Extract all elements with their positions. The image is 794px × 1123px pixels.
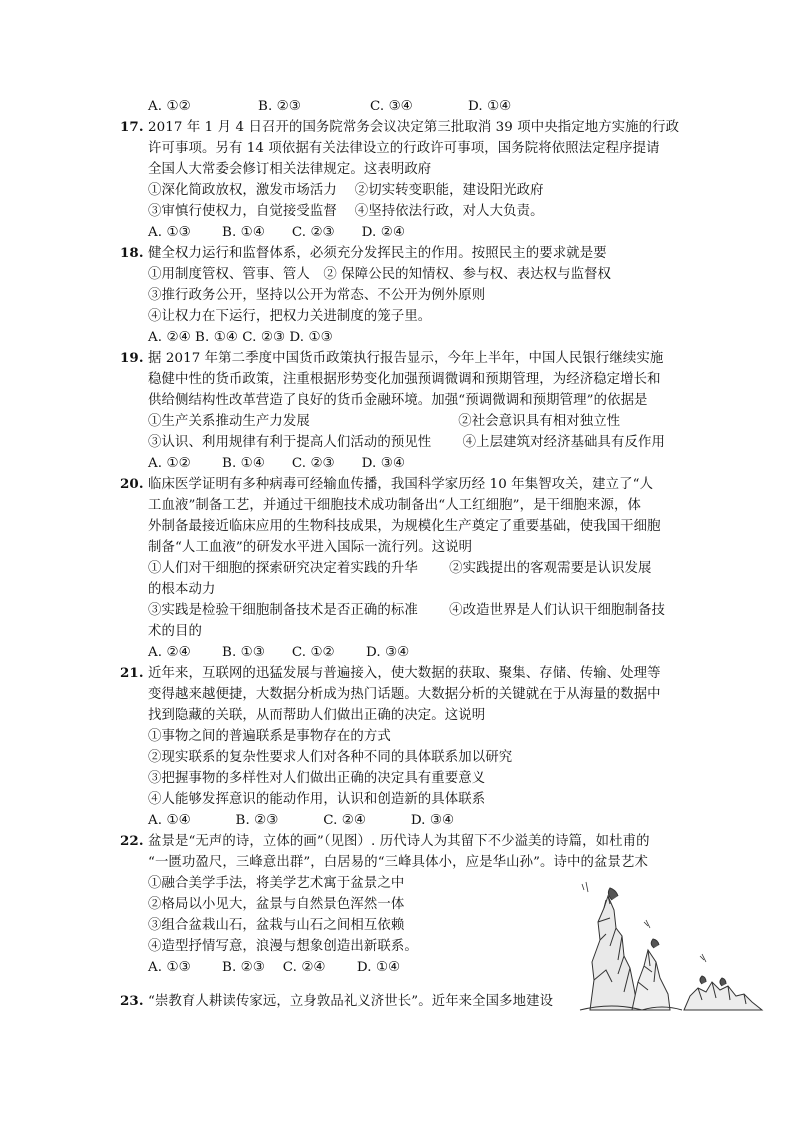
answer-options: A. ①③ B. ①④ C. ②③ D. ②④ — [148, 225, 405, 240]
question-text-line: 近年来，互联网的迅猛发展与普遍接入，使大数据的获取、聚集、存储、传输、处理等 — [148, 666, 661, 681]
question-text-line: ①生产关系推动生产力发展 ②社会意识具有相对独立性 — [148, 414, 621, 429]
question-text-line: 据 2017 年第二季度中国货币政策执行报告显示，今年上半年，中国人民银行继续实施 — [148, 351, 664, 366]
question-text-line: 2017 年 1 月 4 日召开的国务院常务会议决定第三批取消 39 项中央指定地方实施的行政 — [148, 120, 680, 135]
question-text-line: ②现实联系的复杂性要求人们对各种不同的具体联系加以研究 — [148, 750, 513, 765]
question-text-line: ④让权力在下运行，把权力关进制度的笼子里。 — [148, 309, 432, 324]
question-text-line: ③审慎行使权力，自觉接受监督 ④坚持依法行政，对人大负责。 — [148, 204, 544, 219]
question-number: 19. — [120, 350, 144, 366]
question-number: 18. — [120, 245, 144, 261]
answer-options: A. ①③ B. ②③ C. ②④ D. ①④ — [148, 960, 401, 975]
question-text-line: ③组合盆栽山石，盆栽与山石之间相互依赖 — [148, 918, 405, 933]
question-text-line: 全国人大常委会修订相关法律规定。这表明政府 — [148, 162, 432, 177]
top-option-a: A. ①② — [148, 99, 191, 114]
question-text-line: 稳健中性的货币政策，注重根据形势变化加强预调微调和预期管理，为经济稳定增长和 — [148, 372, 661, 387]
penjing-landscape-icon — [572, 870, 772, 1020]
question-number: 17. — [120, 119, 144, 135]
question-number: 21. — [120, 665, 144, 681]
question-text-line: ③把握事物的多样性对人们做出正确的决定具有重要意义 — [148, 771, 486, 786]
question-text-line: ①人们对干细胞的探索研究决定着实践的升华 ②实践提出的客观需要是认识发展 — [148, 561, 652, 576]
question-text-line: 的根本动力 — [148, 582, 216, 597]
question-text-line: ①事物之间的普遍联系是事物存在的方式 — [148, 729, 391, 744]
question-text-line: 找到隐藏的关联，从而帮助人们做出正确的决定。这说明 — [148, 708, 486, 723]
question-text-line: “崇教育人耕读传家远，立身敦品礼义济世长”。近年来全国多地建设 — [148, 994, 554, 1009]
question-text-line: ①融合美学手法，将美学艺术寓于盆景之中 — [148, 876, 405, 891]
answer-options: A. ①② B. ①④ C. ②③ D. ③④ — [148, 456, 405, 471]
question-text-line: 供给侧结构性改革营造了良好的货币金融环境。加强“预调微调和预期管理”的依据是 — [148, 393, 648, 408]
question-text-line: 外制备最接近临床应用的生物科技成果，为规模化生产奠定了重要基础，使我国干细胞 — [148, 519, 661, 534]
question-text-line: ④人能够发挥意识的能动作用，认识和创造新的具体联系 — [148, 792, 486, 807]
top-option-c: C. ③④ — [370, 99, 413, 114]
question-text-line: ③推行政务公开，坚持以公开为常态、不公开为例外原则 — [148, 288, 486, 303]
question-text-line: ②格局以小见大，盆景与自然景色浑然一体 — [148, 897, 405, 912]
question-text-line: ③实践是检验干细胞制备技术是否正确的标准 ④改造世界是人们认识干细胞制备技 — [148, 603, 665, 618]
question-text-line: ①用制度管权、管事、管人 ② 保障公民的知情权、参与权、表达权与监督权 — [148, 267, 612, 282]
question-number: 20. — [120, 476, 144, 492]
top-option-d: D. ①④ — [468, 99, 512, 114]
question-text-line: 工血液”制备工艺，并通过干细胞技术成功制备出“人工红细胞”，是干细胞来源，体 — [148, 498, 642, 513]
top-option-b: B. ②③ — [258, 99, 301, 114]
question-text-line: 健全权力运行和监督体系，必须充分发挥民主的作用。按照民主的要求就是要 — [148, 246, 607, 261]
question-text-line: 变得越来越便捷，大数据分析成为热门话题。大数据分析的关键就在于从海量的数据中 — [148, 687, 661, 702]
answer-options: A. ①④ B. ②③ C. ②④ D. ③④ — [148, 813, 455, 828]
question-text-line: ③认识、利用规律有利于提高人们活动的预见性 ④上层建筑对经济基础具有反作用 — [148, 435, 665, 450]
question-text-line: “一匮功盈尺，三峰意出群”，白居易的“三峰具体小，应是华山孙”。诗中的盆景艺术 — [148, 855, 648, 870]
question-text-line: 制备“人工血液”的研发水平进入国际一流行列。这说明 — [148, 540, 473, 555]
question-text-line: 许可事项。另有 14 项依据有关法律设立的行政许可事项，国务院将依照法定程序提请 — [148, 141, 660, 156]
question-number: 23. — [120, 993, 144, 1009]
question-number: 22. — [120, 833, 144, 849]
answer-options: A. ②④ B. ①④ C. ②③ D. ①③ — [148, 330, 333, 345]
question-text-line: ①深化简政放权，激发市场活力 ②切实转变职能，建设阳光政府 — [148, 183, 544, 198]
answer-options: A. ②④ B. ①③ C. ①② D. ③④ — [148, 645, 410, 660]
question-text-line: 盆景是“无声的诗，立体的画”（见图）. 历代诗人为其留下不少溢美的诗篇，如杜甫的 — [148, 834, 650, 849]
question-text-line: 术的目的 — [148, 624, 202, 639]
question-text-line: 临床医学证明有多种病毒可经输血传播，我国科学家历经 10 年集智攻关，建立了“人 — [148, 477, 654, 492]
question-text-line: ④造型抒情写意，浪漫与想象创造出新联系。 — [148, 939, 418, 954]
